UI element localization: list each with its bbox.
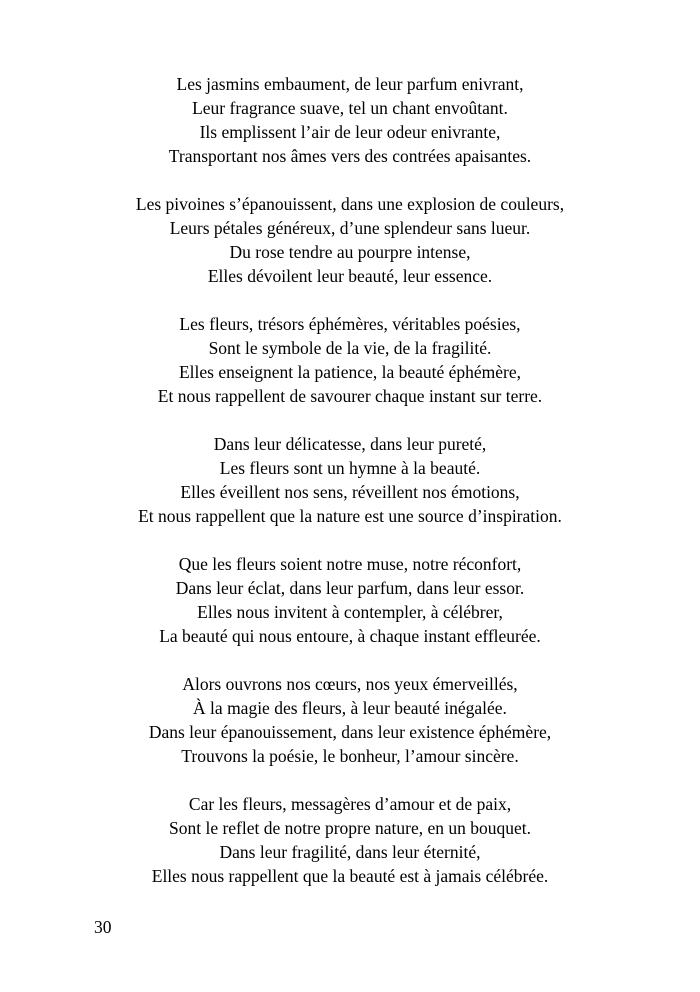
poem-line: Les fleurs, trésors éphémères, véritables poésies, [179,314,521,334]
poem-line: Dans leur éclat, dans leur parfum, dans leur essor. [175,578,525,598]
poem [0,72,700,912]
stanza-5 [0,552,700,648]
stanza-6 [0,672,700,768]
poem-line: Elles enseignent la patience, la beauté éphémère, [178,362,522,382]
stanza-2 [0,192,700,288]
stanza-1 [0,72,700,168]
poem-line: La beauté qui nous entoure, à chaque instant effleurée. [159,626,541,646]
poem-line: À la magie des fleurs, à leur beauté inégalée. [193,698,507,718]
poem-line: Et nous rappellent que la nature est une source d’inspiration. [138,506,562,526]
stanza-4 [0,432,700,528]
poem-line: Sont le symbole de la vie, de la fragilité. [208,338,492,358]
poem-line: Alors ouvrons nos cœurs, nos yeux émerveillés, [182,674,518,694]
poem-line: Leur fragrance suave, tel un chant envoûtant. [192,98,508,118]
poem-line: Elles nous rappellent que la beauté est à jamais célébrée. [151,866,549,886]
poem-line: Dans leur délicatesse, dans leur pureté, [213,434,487,454]
poem-line: Leurs pétales généreux, d’une splendeur sans lueur. [169,218,531,238]
poem-line: Sont le reflet de notre propre nature, en un bouquet. [168,818,532,838]
poem-line: Elles éveillent nos sens, réveillent nos émotions, [180,482,520,502]
poem-line: Que les fleurs soient notre muse, notre réconfort, [178,554,522,574]
poem-line: Dans leur fragilité, dans leur éternité, [219,842,481,862]
poem-line: Du rose tendre au pourpre intense, [229,242,471,262]
stanza-3 [0,312,700,408]
poem-line: Ils emplissent l’air de leur odeur enivrante, [199,122,501,142]
poem-line: Les fleurs sont un hymne à la beauté. [219,458,481,478]
poem-line: Elles nous invitent à contempler, à célébrer, [197,602,503,622]
poem-line: Car les fleurs, messagères d’amour et de paix, [188,794,512,814]
stanza-7 [0,792,700,888]
poem-line: Et nous rappellent de savourer chaque instant sur terre. [157,386,543,406]
poem-line: Dans leur épanouissement, dans leur existence éphémère, [148,722,552,742]
poem-line: Les pivoines s’épanouissent, dans une explosion de couleurs, [135,194,565,214]
poem-line: Trouvons la poésie, le bonheur, l’amour sincère. [181,746,519,766]
page-number: 30 [94,917,112,937]
poem-line: Les jasmins embaument, de leur parfum enivrant, [176,74,524,94]
poem-line: Elles dévoilent leur beauté, leur essence. [207,266,493,286]
poem-line: Transportant nos âmes vers des contrées apaisantes. [168,146,532,166]
